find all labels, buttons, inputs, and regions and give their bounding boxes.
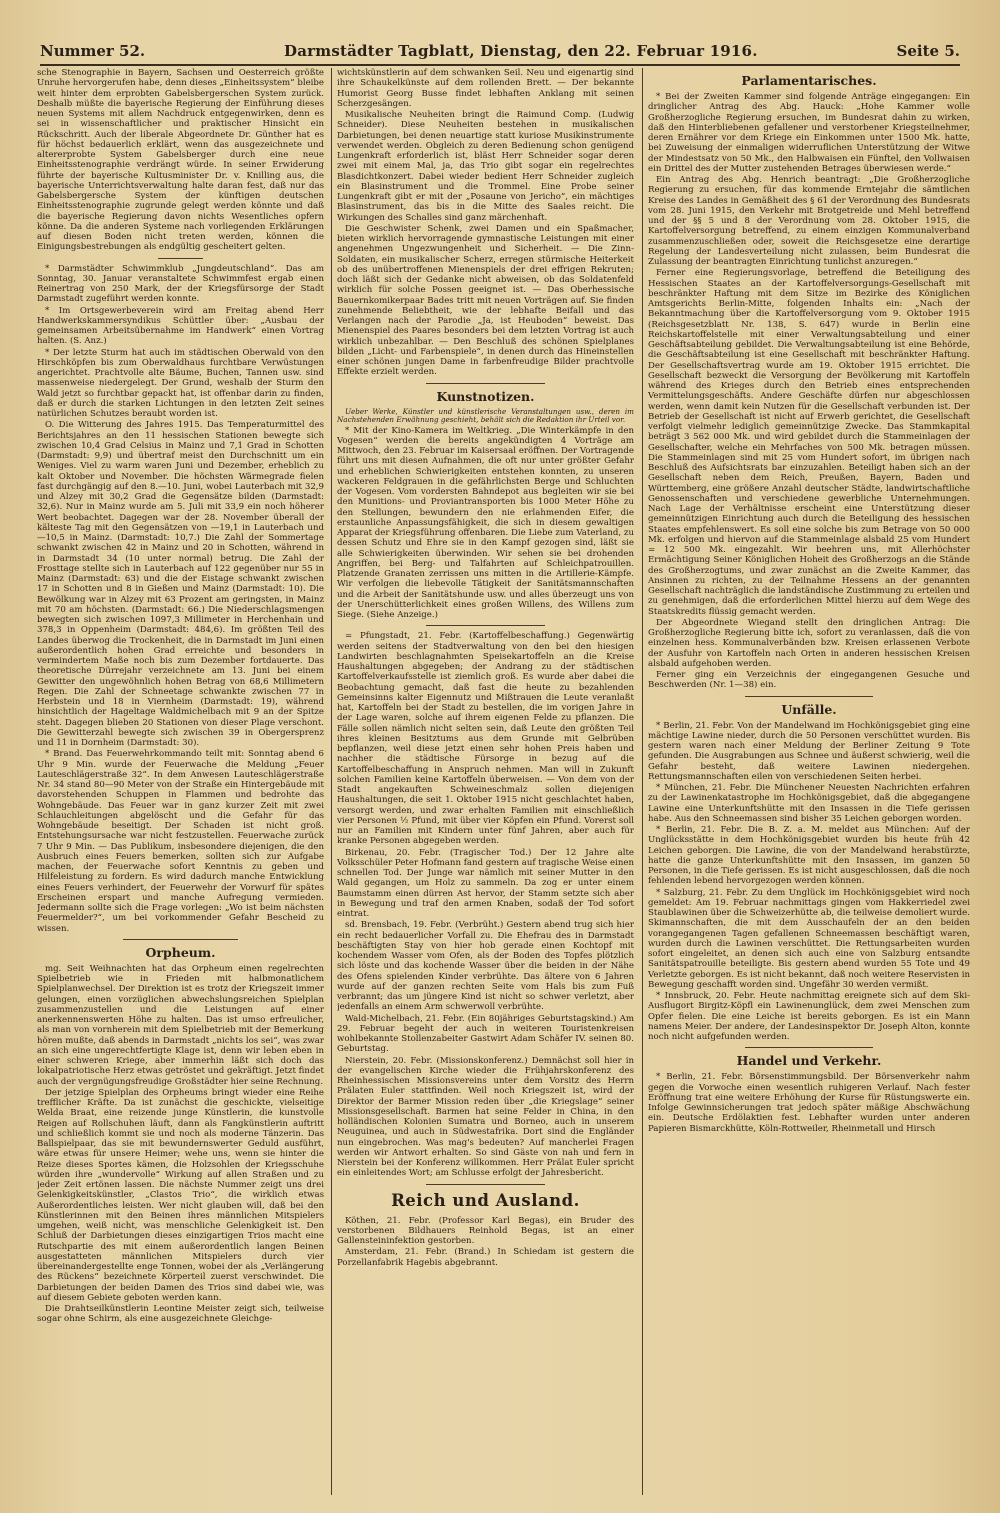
article-brand: * Brand. Das Feuerwehrkommando teilt mit: Sonntag abend 6 Uhr 9 Min. wurde der Feuerwache die Meldung „Feuer Lauteschlägerstraße 32“. In dem Anwesen Lauteschlägerstraße Nr. 34 stand 80—90 Meter von der Straße ein Hintergebäude mit davorstehenden Schuppen in Flammen und bedrohte das Wohngebäude. Das Feuer war in ganz kurzer Zeit mit zwei Schlauchleitungen abgelöscht und die Gefahr für das Wohngebäude beseitigt. Der Schaden ist nicht groß. Entstehungsursache war nicht festzustellen. Feuerwache zurück 7 Uhr 9 Min. — Das Publikum, insbesondere diejenigen, die den Ausbruch eines Feuers bemerken, sollten sich zur Aufgabe machen, der Feuerwache sofort Kenntnis zu geben und Hilfeleistung zu fordern. Es wird dadurch manche Entwicklung eines Feuers verhindert, der Feuerwehr der Vorwurf für spätes Erscheinen erspart und manche Aufregung vermieden. Jedermann sollte sich die Frage vorlegen: „Wo ist beim nächsten Feuermelder?“, um bei vorkommender Gefahr Bescheid zu wissen.: [37, 749, 324, 934]
article-kino-kamera: * Mit der Kino-Kamera im Weltkrieg. „Die Winterkämpfe in den Vogesen“ werden die bereits angekündigten 4 Vorträge am Mittwoch, den 23. Februar im Kaisersaal eröffnen. Der Vortragende führt uns mit diesen Aufnahmen, die oft nur unter größter Gefahr und erheblichen Schwierigkeiten entstehen konnten, zu unseren wackeren Feldgrauen in die gefährlichsten Berge und Schluchten der Vogesen. Vom vordersten Bahndepot aus begleiten wir sie bei den Munitions- und Proviantransporten bis 1000 Meter Höhe zu den Stellungen, bewundern den nie erlahmenden Eifer, die erstaunliche Anpassungsfähigkeit, die sich in diesem gewaltigen Apparat der Kriegsführung offenbaren. Die Liebe zum Vaterland, zu dessen Schutz und Ehre sie in den Kampf gezogen sind, läßt sie alle Schwierigkeiten überwinden. Wir sehen sie bei drohenden Angriffen, bei Berg- und Talfahrten auf Schleichpatrouillen. Platzende Granaten zerrissen uns mitten in die Artillerie-Kämpfe. Wir verfolgen die liebevolle Tätigkeit der Sanitätsmannschaften und die Arbeit der Sanitätshunde usw. und alles überzeugt uns von der Unerschütterlichkeit eines großen Willens, des Willens zum Siege. (Siehe Anzeige.): [337, 425, 634, 621]
article-antrag-wiegand: Der Abgeordnete Wiegand stellt den dringlichen Antrag: Die Großherzogliche Regierung bitte ich, sofort zu veranlassen, daß die von einzelnen hess. Kommunalverbänden bzw. Kreisen erlassenen Verbote der Ausfuhr von Kartoffeln nach Orten in anderen hessischen Kreisen alsbald aufgehoben werden.: [648, 617, 970, 669]
article-birkenau: Birkenau, 20. Febr. (Tragischer Tod.) Der 12 Jahre alte Volksschüler Peter Hofmann fand gestern auf tragische Weise einen schnellen Tod. Der Junge war nämlich mit seiner Mutter in den Wald gegangen, um Holz zu sammeln. Da zog er unter einem Baumstamm einen dürren Ast hervor, der Stamm setzte sich aber in Bewegung und traf den armen Knaben, sodaß der Tod sofort eintrat.: [337, 847, 634, 920]
column-2: [337, 68, 634, 1495]
article-antrag-henrich: Ein Antrag des Abg. Henrich beantragt: „Die Großherzogliche Regierung zu ersuchen, für das kommende Erntejahr die sämtlichen Kreise des Landes in Gemäßheit des § 61 der Verordnung des Bundesrats vom 28. Juni 1915, den Verkehr mit Brotgetreide und Mehl betreffend und der §§ 5 und 8 der Verordnung vom 28. Oktober 1915, die Kartoffelversorgung betreffend, zu einem einzigen Kommunalverband zusammenzuschließen oder, soweit die Reichsgesetze eine derartige Regelung der Landesverteilung nicht zulassen, beim Bundesrat die Zulassung der beantragten Einrichtung tunlichst anzuregen.“: [648, 175, 970, 267]
section-heading-reich-ausland: Reich und Ausland.: [391, 1190, 580, 1210]
editorial-disclaimer: Ueber Werke, Künstler und künstlerische Veranstaltungen usw., deren im Nachstehenden Erwähnung geschieht, behält sich die Redaktion ihr Urteil vor.: [337, 406, 634, 425]
article-gewerbeverein: * Im Ortsgewerbeverein wird am Freitag abend Herr Handwerkskammersyndikus Schüttler über: „Ausbau der gemeinsamen Arbeitsübernahme im Handwerk“ einen Vortrag halten. (S. Anz.): [37, 305, 324, 347]
article-witterung: O. Die Witterung des Jahres 1915. Das Temperaturmittel des Berichtsjahres an den 11 hessischen Stationen bewegte sich zwischen 10,4 Grad Celsius in Mainz und 7,1 Grad in Schotten (Darmstadt: 9,9) und übertraf meist den Durchschnitt um ein Weniges. Viel zu warm waren Juni und Dezember, erheblich zu kalt Oktober und November. Die höchsten Wärmegrade fielen fast durchgängig auf den 8.—10. Juni, wobei Lauterbach mit 32,9 und Alzey mit 30,2 Grad die Gegensätze bilden (Darmstadt: 32,6). Nur in Mainz wurde am 5. Juli mit 33,9 ein noch höherer Wert beobachtet. Dagegen war der 28. November überall der kälteste Tag mit den Gegensätzen von —19,1 in Lauterbach und —10,5 in Mainz. (Darmstadt: 10,7.) Die Zahl der Sommertage schwankt zwischen 42 in Mainz und 20 in Schotten, während in in Darmstadt 34 (10 unter normal) betrug. Die Zahl der Frosttage stellte sich in Lauterbach auf 122 gegenüber nur 55 in Mainz (Darmstadt: 63) und die der Eistage schwankt zwischen 17 in Schotten und 8 in Gießen und Mainz (Darmstadt: 10). Die Bewölkung war in Alzey mit 63 Prozent am geringsten, in Mainz mit 70 am höchsten. (Darmstadt: 66.) Die Niederschlagsmengen bewegten sich zwischen 1097,3 Millimeter in Herchenhain und 378,3 in Oppenheim (Darmstadt: 484,6). Im größten Teil des Landes überwog die Trockenheit, die in Darmstadt im Juni einen außerordentlich hohen Grad erreichte und besonders in vermindertem Maße noch bis zum Dezember fortdauerte. Das theoretische Dürrejahr verzeichnete am 13. Juni bei einem Gewitter den ungewöhnlich hohen Betrag von 68,6 Millimetern Regen. Die Zahl der Schneetage schwankte zwischen 77 in Herbstein und 18 in Viernheim (Darmstadt: 19), während hinsichtlich der Hageltage Waldmichelbach mit 9 an der Spitze steht. Dagegen blieben 20 Stationen von dieser Plage verschont. Die Gewitterzahl bewegte sich zwischen 39 in Obergersprenz und 11 in Dornheim (Darmstadt: 30).: [37, 420, 324, 748]
article-gesuche: Ferner ging ein Verzeichnis der eingegangenen Gesuche und Beschwerden (Nr. 1—38) ein.: [648, 670, 970, 691]
article-amsterdam: Amsterdam, 21. Febr. (Brand.) In Schiedam ist gestern die Porzellanfabrik Hagebis abgebrannt.: [337, 1247, 634, 1268]
article-stenographie: sche Stenographie in Bayern, Sachsen und Oesterreich größte Unruhe hervorgerufen habe, denn dieses „Einheitssystem“ bleibe weit hinter dem erprobten Gabelsbergerschen System zurück. Deshalb müßte die bayerische Regierung der Einführung dieses neuen Systems mit allem Nachdruck entgegenwirken, denn es sei in wissenschaftlicher und praktischer Hinsicht ein Rückschritt. Auch der liberale Abgeordnete Dr. Günther hat es für höchst bedauerlich erklärt, wenn das ausgezeichnete und altererprobte System Gabelsberger durch eine neue Einheitsstenographie verdrängt würde. In seiner Erwiderung führte der bayerische Kultusminister Dr. v. Knilling aus, die bayerische Unterrichtsverwaltung halte daran fest, daß nur das Gabelsbergersche System der künftigen deutschen Einheitsstenographie zugrunde gelegt werden könnte und daß die bayerische Regierung davon nichts Wesentliches opfern könne. Da die anderen Systeme nach vorliegenden Erklärungen auf diesen Boden nicht treten werden, können die Einigungsbestrebungen als endgültig gescheitert gelten.: [37, 68, 324, 253]
article-wald-michelbach: Wald-Michelbach, 21. Febr. (Ein 80jähriges Geburtstagskind.) Am 29. Februar begeht der auch in weiteren Touristenkreisen wohlbekannte Stollenzabeiter Gastwirt Adam Schäfer IV. seinen 80. Geburtstag.: [337, 1013, 634, 1055]
article-regierungsvorlage: Ferner eine Regierungsvorlage, betreffend die Beteiligung des Hessischen Staates an der Kartoffelversorgungs-Gesellschaft mit beschränkter Haftung mit dem Sitze im Bezirke des Königlichen Amtsgerichts Berlin-Mitte, folgenden Inhalts ein: „Nach der Bekanntmachung über die Kartoffelversorgung vom 9. Oktober 1915 (Reichsgesetzblatt Nr. 138, S. 647) wurde in Berlin eine Reichskartoffelstelle mit einer Verwaltungsabteilung und einer Geschäftsabteilung gebildet. Die Verwaltungsabteilung ist eine Behörde, die Geschäftsabteilung ist eine Gesellschaft mit beschränkter Haftung. Der Gesellschaftsvertrag wurde am 19. Oktober 1915 errichtet. Die Gesellschaft bezweckt die Versorgung der Bevölkerung mit Kartoffeln während des Krieges durch den Betrieb eines entsprechenden Vermittelungsgeschäfts. Andere Geschäfte dürfen nur abgeschlossen werden, wenn damit kein Nutzen für die Gesellschaft verbunden ist. Der Betrieb der Gesellschaft ist nicht auf Erwerb gerichtet, die Gesellschaft verfolgt vielmehr lediglich gemeinnützige Zwecke. Das Stammkapital beträgt 3 562 000 Mk. und wird gebildet durch die Stammeinlagen der Gesellschafter, welche ein Mehrfaches von 500 Mk. betragen müssen. Die Stammeinlagen sind mit 25 vom Hundert sofort, im übrigen nach Beschluß des Aufsichtsrats bar einzuzahlen. Beteiligt haben sich an der Gesellschaft neben dem Reich, Preußen, Bayern, Baden und Württemberg, eine größere Anzahl deutscher Städte, landwirtschaftliche Genossenschaften und verschiedene gewerbliche Unternehmungen. Nach Lage der Verhältnisse erscheint eine Unterstützung dieser gemeinnützigen Einrichtung auch durch die Beteiligung des hessischen Staates empfehlenswert. Es soll eine solche bis zum Betrage von 50 000 Mk. erfolgen und hiervon auf die Stammeinlage alsbald 25 vom Hundert = 12 500 Mk. eingezahlt. Wir beehren uns, mit Allerhöchster Ermächtigung Seiner Königlichen Hoheit des Großherzogs an die Stände des Großherzogtums, und zwar zunächst an die Zweite Kammer, das Ansinnen zu richten, zu der Teilnahme Hessens an der genannten Gesellschaft nachträglich die landständische Zustimmung zu erteilen und zu genehmigen, daß die erforderlichen Mittel hierzu auf dem Wege des Staatskredits flüssig gemacht werden.: [648, 268, 970, 617]
issue-number: Nummer 52.: [40, 42, 146, 60]
section-heading-orpheum: Orpheum.: [145, 944, 216, 960]
article-koethen: Köthen, 21. Febr. (Professor Karl Begas), ein Bruder des verstorbenen Bildhauers Reinhold Begas, ist an einer Gallensteininfektion gestorben.: [337, 1215, 634, 1247]
article-schwimmklub: * Darmstädter Schwimmklub „Jungdeutschland“. Das am Sonntag, 30. Januar veranstaltete Schwimmfest ergab einen Reinertrag von 250 Mark, der der Kriegsfürsorge der Stadt Darmstadt zugeführt werden konnte.: [37, 263, 324, 305]
divider: [426, 383, 545, 384]
masthead-date: Darmstädter Tagblatt, Dienstag, den 22. Februar 1916.: [284, 42, 758, 60]
article-innsbruck: * Innsbruck, 20. Febr. Heute nachmittag ereignete sich auf dem Ski-Ausflugort Birgitz-Köpfl ein Lawinenunglück, dem zwei Menschen zum Opfer fielen. Die eine Leiche ist bereits geborgen. Es ist ein Mann namens Meier. Der andere, der Landesinspektor Dr. Joseph Alton, konnte noch nicht aufgefunden werden.: [648, 991, 970, 1042]
section-heading-unfaelle: Unfälle.: [781, 701, 837, 717]
article-orpheum-2: Der jetzige Spielplan des Orpheums bringt wieder eine Reihe trefflicher Kräfte. Da ist zunächst die geschickte, vielseitige Welda Braat, eine reizende junge Künstlerin, die kunstvolle Reigen auf Rollschuhen läuft, dann als Fangkünstlerin auftritt und schließlich kommt sie und noch als moderne Tänzerin. Das Ballspielpaar, das sie mit bewundernswerter Geduld ausführt, wäre etwas für unsere Heimer; wehe uns, wenn sie hinter die Reize dieses Sportes kämen, die Holzsohlen der Kriegsschuhe würden ihre „wundervolle“ Wirkung auf allen Straßen und zu jeder Zeit ertönen lassen. Die nächste Nummer zeigt uns drei Gelenkigkeitskünstler, „Clastos Trio“, die wirklich etwas Außerordentliches leisten. Wer nicht glauben will, daß bei den Künstlerinnen mit den Beinen ihres männlichen Mitspielers umgehen, weiß nicht, was menschliche Gelenkigkeit ist. Den Schluß der Darbietungen dieses einzigartigen Trios macht eine Rutschpartie des mit einem außerordentlich langen Beinen ausgestatteten männlichen Mitspielers durch vier übereinandergestellte enge Tonnen, wobei der als „Verlängerung des Rückens“ bezeichnete Körperteil zuerst verschwindet. Die Darbietungen der beiden Damen des Trios sind dabei wie, was auf diesem Gebiete geboten werden kann.: [37, 1087, 324, 1303]
article-orpheum-cont-3: Die Geschwister Schenk, zwei Damen und ein Spaßmacher, bieten wirklich hervorragende gymnastische Leistungen mit einer angenehmen Ungezwungenheit und Sicherheit. — Die Zinn-Soldaten, ein musikalischer Scherz, erregen stürmische Heiterkeit ob des unübertroffenen Mienenspiels der drei effrigen Rekruten; doch läßt sich der Gedanke nicht abweisen, ob das Soldatenfeld wirklich für solche Possen geeignet ist. — Das Oberhessische Bauernkomikerpaar Bades tritt mit neuen Vorträgen auf. Sie finden zunehmende Beliebtheit, wie der lebhafte Beifall und das Verlangen nach der Parodie „Ja, ist Heuboden“ beweist. Das Mienenspiel des Paares besonders bei dem letzten Vortrag ist auch wirklich unbezahlbar. — Den Beschluß des schönen Spielplanes bilden „Licht- und Farbenspiele“, in denen durch das Hineinstellen einer schönen jungen Dame in farbenfreudige Bilder prachtvolle Effekte erzielt werden.: [337, 223, 634, 378]
section-heading-handel-verkehr: Handel und Verkehr.: [736, 1053, 882, 1069]
article-berlin-lawine: * Berlin, 21. Febr. Von der Mandelwand im Hochkönigsgebiet ging eine mächtige Lawine nieder, durch die 50 Personen verschüttet wurden. Bis gestern waren nach einer Meldung der Berliner Zeitung 9 Tote gefunden. Die Ausgrabungen aus Schnee und äußerst schwierig, weil die Gefahr besteht, daß weitere Lawinen niedergehen. Rettungsmannschaften eilen von verschiedenen Seiten herbei.: [648, 720, 970, 782]
section-heading-parlamentarisches: Parlamentarisches.: [741, 73, 877, 88]
divider: [745, 696, 874, 697]
column-rule: [642, 68, 643, 1495]
article-orpheum-cont-2: Musikalische Neuheiten bringt die Raimund Comp. (Ludwig Schneider). Diese Neuheiten bestehen in musikalischen Darbietungen, bei denen neuartige statt kuriose Musikinstrumente verwendet werden. Obgleich zu deren Bedienung schon genügend Lungenkraft erforderlich ist, bläst Herr Schneider sogar deren zwei mit einem Mal, ja, das Trio gibt sogar ein regelrechtes Blasdichtkonzert. Dabei wieder bedient Herr Schneider zugleich ein Blasinstrument und die Trommel. Eine Probe seiner Lungenkraft gibt er mit der „Posaune von Jericho“, ein mächtiges Blasinstrument, das bis in die Mitte des Saales reicht. Die Wirkungen des Schalles sind ganz märchenhaft.: [337, 110, 634, 223]
article-orpheum-1: mg. Seit Weihnachten hat das Orpheum einen regelrechten Spielbetrieb wie in Frieden mit halbmonatlichem Spielplanwechsel. Der Direktion ist es trotz der Kriegszeit immer gelungen, einen vorzüglichen abwechslungsreichen Spielplan zusammenzustellen und die Leistungen auf einer anerkennenswerten Höhe zu halten. Das ist umso erfreulicher, als man von vornherein mit dem Spielbetrieb mit der Bemerkung hören mußte, daß abends in Darmstadt „nichts los sei“, was zwar an sich eine ungerechtfertigte Klage ist, denn wir leben eben in einer schweren Kriege, aber immerhin läßt sich doch das lokalpatriotische Herz etwas getröstet und gekräftigt. Jetzt findet auch der vergnügungsfreudige Großstädter hier seine Rechnung.: [37, 963, 324, 1087]
article-orpheum-3: Die Drahtseilkünstlerin Leontine Meister zeigt sich, teilweise sogar ohne Schirm, als eine ausgezeichnete Gleichge-: [37, 1304, 324, 1325]
divider: [426, 625, 545, 626]
article-pfungstadt: = Pfungstadt, 21. Febr. (Kartoffelbeschaffung.) Gegenwärtig werden seitens der Stadtverwaltung von den bei den hiesigen Landwirten beschlagnahmten Speisekartoffeln an die Kreise Haushaltungen abgegeben; der Andrang zu der städtischen Kartoffelverkaufsstelle ist ziemlich groß. Es wurde aber dabei die Beobachtung gemacht, daß fast die heute zu bezahlenden Gemeinsinns kalter Eigennutz und Mißtrauen die Leute veranlaßt hat, Kartoffeln bei der Stadt zu bestellen, die im vorigen Jahre in der Lage waren, solche auf ihrem eigenen Felde zu pflanzen. Die Fälle sollen nämlich nicht selten sein, daß Leute den größten Teil ihres kleinen Besitztums aus dem Grunde mit Gelbrüben bepflanzen, weil diese jetzt einen sehr hohen Preis haben und nachher die städtische Fürsorge in bezug auf die Kartoffelbeschaffung in Anspruch nehmen. Man will in Zukunft solchen Familien keine Kartoffeln überweisen. — Von dem von der Stadt angekauften Schweineschmalz sollen diejenigen Haushaltungen, die seit 1. Oktober 1915 nicht geschlachtet haben, versorgt werden, und zwar erhalten Familien mit einschließlich vier Personen ½ Pfund, mit über vier Köpfen ein Pfund. Vorerst soll nur an Familien mit Kindern unter fünf Jahren, aber auch für kranke Personen abgegeben werden.: [337, 631, 634, 847]
column-1: [37, 68, 324, 1495]
article-orpheum-cont-1: wichtskünstlerin auf dem schwanken Seil. Neu und eigenartig sind ihre Schaukelkünste auf dem rollenden Brett. — Der bekannte Humorist Georg Busse findet lebhaften Anklang mit seinen Scherzgesängen.: [337, 68, 634, 109]
article-muenchen: * München, 21. Febr. Die Münchener Neuesten Nachrichten erfahren zu der Lawinenkatastrophe im Hochkönigsgebiet, daß die abgegangene Lawine eine Unterkunftshütte mit den Insassen in die Tiefe gerissen habe. Aus den Schneemassen sind bisher 35 Leichen geborgen worden.: [648, 783, 970, 824]
divider: [158, 258, 204, 259]
column-rule: [331, 68, 332, 1495]
page-header: [40, 38, 960, 66]
divider: [745, 1047, 874, 1048]
article-sturm: * Der letzte Sturm hat auch im städtischen Oberwald von den Hirschköpfen bis zum Oberwaldhaus furchtbare Verwüstungen angerichtet. Prachtvolle alte Bäume, Buchen, Tannen usw. sind massenweise niedergelegt. Der Grund, weshalb der Sturm den Wald jetzt so furchtbar gepackt hat, ist offenbar darin zu finden, daß er durch die starken Lichtungen in den letzten Zeit seines natürlichen Schutzes beraubt worden ist.: [37, 347, 324, 419]
article-berlin-bz: * Berlin, 21. Febr. Die B. Z. a. M. meldet aus München: Auf der Unglücksstätte in dem Hochkönigsgebiet wurden bis heute früh 42 Leichen geborgen. Die Lawine, die von der Mandelwand herabstürzte, hatte die ganze Unterkunftshütte mit den Insassen, im ganzen 50 Personen, in die Tiefe gerissen. Es ist nicht ausgeschlossen, daß die noch fehlenden lebend hervorgezogen werden können.: [648, 825, 970, 887]
column-3: [648, 68, 970, 1495]
divider: [123, 939, 238, 940]
article-antrag-hauck: * Bei der Zweiten Kammer sind folgende Anträge eingegangen: Ein dringlicher Antrag des Abg. Hauck: „Hohe Kammer wolle Großherzogliche Regierung ersuchen, im Bundesrat dahin zu wirken, daß den Hinterbliebenen gefallener und verstorbener Kriegsteilnehmer, deren Ernährer vor dem Kriege ein Einkommen unter 1500 Mk. hatte, bei Zuweisung der einmaligen widerruflichen Unterstützung der Witwe der Mindestsatz von 50 Mk., den Halbwaisen ein Fünftel, den Vollwaisen ein Drittel des der Mutter zustehenden Betrages überwiesen werde.“: [648, 92, 970, 174]
article-nierstein: Nierstein, 20. Febr. (Missionskonferenz.) Demnächst soll hier in der evangelischen Kirche wieder die Frühjahrskonferenz des Rheinhessischen Missionsvereins unter dem Vorsitz des Herrn Prälaten Euler stattfinden. Weil noch Kriegszeit ist, wird der Direktor der Barmer Mission reden über „die Kriegslage“ seiner Missionsgesellschaft. Barmen hat seine Felder in China, in den holländischen Kolonien Sumatra und Borneo, auch in unserem Neuguinea, und auch in Südwestafrika. Dort sind die Engländer nun eingebrochen. Was mag's bedeuten? Auf mancherlei Fragen werden wir Antwort erhalten. So sind Gäste von nah und fern in Nierstein bei der Konferenz willkommen. Herr Prälat Euler spricht ein einleitendes Wort; am Schlusse erfolgt der Jahresbericht.: [337, 1055, 634, 1179]
page-number: Seite 5.: [896, 42, 960, 60]
article-boersenstimmung: * Berlin, 21. Febr. Börsenstimmungsbild. Der Börsenverkehr nahm gegen die Vorwoche einen wesentlich ruhigeren Verlauf. Nach fester Eröffnung trat eine weitere Erhöhung der Kurse für Rüstungswerte ein. Infolge Gewinnsicherungen trat jedoch später mäßige Abschwächung ein. Deutsche Erdölaktien fest. Lebhafter wurden unter anderen Papieren Bismarckhütte, Köln-Rottweiler, Rheinmetall und Hirsch: [648, 1072, 970, 1134]
divider: [426, 1184, 545, 1185]
article-brensbach: sd. Brensbach, 19. Febr. (Verbrüht.) Gestern abend trug sich hier ein recht bedauerlicher Vorfall zu. Die Ehefrau des in Darmstadt beschäftigten Stay von hier hob gerade einen Kochtopf mit kochendem Wasser vom Ofen, als der Boden des Topfes plötzlich sich löste und das kochende Wasser über die beiden in der Nähe des Ofens spielenden Kinder verbrühte. Das ältere von 6 Jahren wurde auf der ganzen rechten Seite vom Hals bis zum Fuß verbrannt; das um jüngere Kind ist nicht so schwer verletzt, aber jedenfalls an einem Arm schwerwoll verbrühte.: [337, 920, 634, 1013]
article-salzburg: * Salzburg, 21. Febr. Zu dem Unglück im Hochkönigsgebiet wird noch gemeldet: Am 19. Februar nachmittags gingen vom Hakkerriedel zwei Staublawinen über die Schweizerhütte ab, die teilweise demoliert wurde. Skimannschaften, die mit dem Ausschaufeln der an den beiden vorangegangenen Tagen gefallenen Schneemassen beschäftigt waren, wurden durch die Lawinen verschüttet. Die Rettungsarbeiten wurden sofort eingeleitet, an denen sich auch eine von Salzburg entsandte Sanitätspatrouille beteiligte. Bis gestern abend wurden 55 Tote und 49 Verletzte geborgen. Es ist nicht bekannt, daß noch weitere Reservisten in Bewegung geschafft worden sind. Ungefähr 30 werden vermißt.: [648, 887, 970, 990]
section-heading-kunstnotizen: Kunstnotizen.: [436, 388, 535, 404]
